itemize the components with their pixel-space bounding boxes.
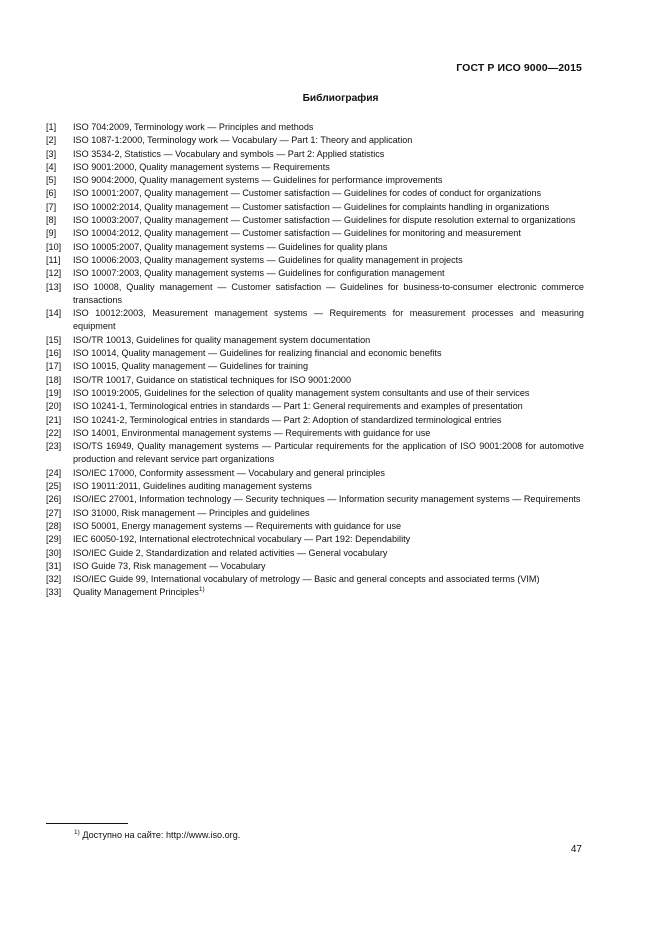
entry-number: [18] [46, 374, 62, 385]
entry-citation [73, 148, 584, 161]
entry-text: ISO/TS 16949, Quality management systems — Particular requirements for the application of ISO 9001:2008 for automotive production and relevant service part organizations [73, 441, 584, 465]
entry-number: [13] [46, 281, 62, 292]
entry-citation [73, 134, 584, 147]
entry-text: ISO/IEC Guide 99, International vocabulary of metrology — Basic and general concepts and associated terms (VIM) [73, 574, 540, 585]
standard-header: ГОСТ Р ИСО 9000—2015 [456, 62, 582, 74]
page-title: Библиография [302, 93, 379, 104]
entry-citation [73, 334, 584, 347]
entry-text: ISO/IEC Guide 2, Standardization and related activities — General vocabulary [73, 547, 388, 558]
footnote-divider [46, 823, 128, 824]
entry-number: [25] [46, 481, 62, 492]
bibliography-entry [46, 374, 584, 387]
entry-text: ISO 10005:2007, Quality management systems — Guidelines for quality plans [73, 241, 388, 252]
entry-text: ISO 10015, Quality management — Guidelines for training [73, 361, 309, 372]
bibliography-entry [46, 533, 584, 546]
entry-citation [73, 227, 584, 240]
entry-number: [32] [46, 574, 62, 585]
entry-number: [23] [46, 441, 62, 452]
entry-text: ISO Guide 73, Risk management — Vocabulary [73, 560, 266, 571]
bibliography-entry [46, 214, 584, 227]
entry-text: ISO 1087-1:2000, Terminology work — Vocabulary — Part 1: Theory and application [73, 135, 413, 146]
footnote-marker: 1) [74, 829, 80, 836]
entry-citation [73, 187, 584, 200]
entry-text: ISO 10019:2005, Guidelines for the selection of quality management system consultants and use of their services [73, 387, 530, 398]
bibliography-entry [46, 267, 584, 280]
entry-number: [16] [46, 348, 62, 359]
entry-text: ISO 14001, Environmental management systems — Requirements with guidance for use [73, 427, 431, 438]
bibliography-entry [46, 547, 584, 560]
entry-number: [7] [46, 201, 57, 212]
entry-number: [12] [46, 268, 62, 279]
entry-text: ISO 10008, Quality management — Customer satisfaction — Guidelines for business-to-consumer electronic commerce transactions [73, 281, 584, 305]
bibliography-entry [46, 560, 584, 573]
bibliography-entry [46, 480, 584, 493]
entry-number: [8] [46, 215, 57, 226]
bibliography-entry [46, 493, 584, 506]
bibliography-entry [46, 281, 584, 308]
entry-number: [5] [46, 175, 57, 186]
bibliography-entry [46, 121, 584, 134]
bibliography-list [46, 121, 584, 600]
entry-citation [73, 560, 584, 573]
entry-citation [73, 467, 584, 480]
entry-number: [9] [46, 228, 57, 239]
entry-citation [73, 520, 584, 533]
entry-number: [19] [46, 387, 62, 398]
entry-citation [73, 440, 584, 467]
bibliography-entry [46, 254, 584, 267]
entry-citation [73, 174, 584, 187]
bibliography-entry [46, 334, 584, 347]
entry-text: ISO 31000, Risk management — Principles and guidelines [73, 507, 310, 518]
entry-citation [73, 241, 584, 254]
entry-number: [26] [46, 494, 62, 505]
entry-text: ISO 10007:2003, Quality management systems — Guidelines for configuration management [73, 268, 445, 279]
entry-citation [73, 427, 584, 440]
entry-text: ISO/TR 10013, Guidelines for quality management system documentation [73, 334, 371, 345]
footnote-reference: 1) [198, 586, 205, 594]
entry-number: [27] [46, 507, 62, 518]
bibliography-entry [46, 347, 584, 360]
entry-text: ISO/TR 10017, Guidance on statistical techniques for ISO 9001:2000 [73, 374, 352, 385]
entry-text: ISO 19011:2011, Guidelines auditing management systems [73, 481, 312, 492]
entry-number: [6] [46, 188, 57, 199]
entry-citation [73, 480, 584, 493]
page-number: 47 [570, 844, 582, 855]
entry-number: [29] [46, 534, 62, 545]
entry-number: [2] [46, 135, 57, 146]
bibliography-entry [46, 387, 584, 400]
bibliography-entry [46, 360, 584, 373]
entry-citation [73, 347, 584, 360]
bibliography-entry [46, 174, 584, 187]
entry-number: [4] [46, 161, 57, 172]
bibliography-entry [46, 427, 584, 440]
entry-number: [28] [46, 520, 62, 531]
entry-text: ISO 10241-2, Terminological entries in standards — Part 2: Adoption of standardized terminological entries [73, 414, 502, 425]
entry-number: [20] [46, 401, 62, 412]
bibliography-entry [46, 414, 584, 427]
entry-number: [1] [46, 122, 57, 132]
entry-number: [11] [46, 254, 61, 265]
bibliography-entry [46, 134, 584, 147]
bibliography-entry [46, 586, 584, 599]
entry-text: ISO 50001, Energy management systems — Requirements with guidance for use [73, 520, 402, 531]
entry-citation [73, 267, 584, 280]
entry-number: [31] [46, 560, 62, 571]
entry-number: [30] [46, 547, 62, 558]
bibliography-entry [46, 161, 584, 174]
entry-number: [10] [46, 241, 62, 252]
entry-number: [22] [46, 427, 62, 438]
entry-citation [73, 387, 584, 400]
footnote [74, 829, 240, 840]
entry-text: Quality Management Principles [73, 587, 199, 598]
entry-text: ISO 704:2009, Terminology work — Principles and methods [73, 122, 314, 132]
entry-number: [14] [46, 308, 62, 319]
entry-number: [3] [46, 148, 57, 159]
entry-text: ISO 10006:2003, Quality management systems — Guidelines for quality management in projects [73, 254, 463, 265]
entry-text: ISO 10003:2007, Quality management — Customer satisfaction — Guidelines for dispute resolution external to organizations [73, 215, 576, 226]
entry-text: ISO 3534-2, Statistics — Vocabulary and symbols — Part 2: Applied statistics [73, 148, 385, 159]
bibliography-entry [46, 520, 584, 533]
entry-text: ISO 10012:2003, Measurement management systems — Requirements for measurement processes and measuring equipment [73, 308, 584, 332]
entry-citation [73, 254, 584, 267]
bibliography-entry [46, 201, 584, 214]
bibliography-entry [46, 307, 584, 334]
entry-citation [73, 414, 584, 427]
entry-number: [33] [46, 587, 62, 598]
entry-citation [73, 400, 584, 413]
entry-text: ISO 9001:2000, Quality management systems — Requirements [73, 161, 330, 172]
entry-citation [73, 586, 584, 599]
footnote-text: Доступно на сайте: http://www.iso.org. [82, 830, 241, 841]
entry-citation [73, 201, 584, 214]
entry-citation [73, 374, 584, 387]
bibliography-entry [46, 467, 584, 480]
entry-citation [73, 573, 584, 586]
entry-text: ISO 10004:2012, Quality management — Customer satisfaction — Guidelines for monitoring and measurement [73, 228, 521, 239]
bibliography-entry [46, 187, 584, 200]
bibliography-entry [46, 241, 584, 254]
entry-citation [73, 121, 584, 134]
entry-number: [17] [46, 361, 62, 372]
entry-citation [73, 307, 584, 334]
entry-citation [73, 281, 584, 308]
entry-citation [73, 360, 584, 373]
bibliography-entry [46, 440, 584, 467]
entry-text: IEC 60050-192, International electrotechnical vocabulary — Part 192: Dependability [73, 534, 411, 545]
entry-text: ISO/IEC 27001, Information technology — Security techniques — Information security management systems — Requirements [73, 494, 581, 505]
entry-number: [15] [46, 334, 62, 345]
entry-text: ISO/IEC 17000, Conformity assessment — Vocabulary and general principles [73, 467, 385, 478]
bibliography-entry [46, 507, 584, 520]
entry-number: [21] [46, 414, 62, 425]
entry-citation [73, 214, 584, 227]
entry-text: ISO 10002:2014, Quality management — Customer satisfaction — Guidelines for complaints handling in organizations [73, 201, 550, 212]
entry-text: ISO 10001:2007, Quality management — Customer satisfaction — Guidelines for codes of conduct for organizations [73, 188, 542, 199]
entry-citation [73, 493, 584, 506]
entry-number: [24] [46, 467, 62, 478]
entry-citation [73, 507, 584, 520]
bibliography-entry [46, 400, 584, 413]
entry-citation [73, 533, 584, 546]
bibliography-entry [46, 573, 584, 586]
bibliography-entry [46, 148, 584, 161]
entry-citation [73, 547, 584, 560]
entry-text: ISO 10241-1, Terminological entries in standards — Part 1: General requirements and examples of presentation [73, 401, 523, 412]
bibliography-entry [46, 227, 584, 240]
entry-text: ISO 9004:2000, Quality management systems — Guidelines for performance improvements [73, 175, 443, 186]
entry-text: ISO 10014, Quality management — Guidelines for realizing financial and economic benefits [73, 348, 442, 359]
entry-citation [73, 161, 584, 174]
